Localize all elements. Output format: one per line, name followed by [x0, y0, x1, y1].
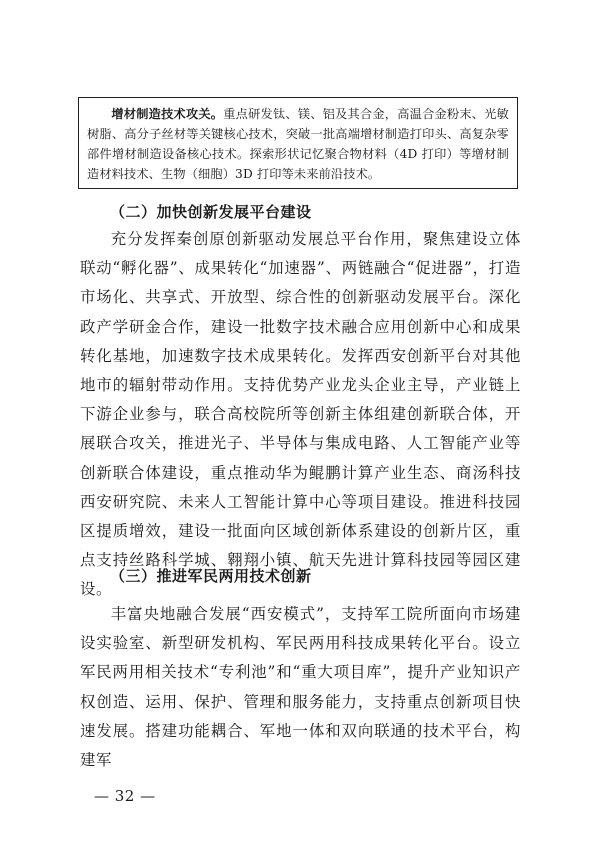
- highlight-box-body: 重点研发钛、镁、铝及其合金，高温合金粉末、光敏树脂、高分子丝材等关键核心技术，突破一批高端增材制造打印头、高复杂零部件增材制造设备核心技术。探索形状记忆聚合物材料（4D 打印）等增材制造材料技术、生物（细胞）3D 打印等未来前沿技术。: [87, 107, 509, 181]
- page-number: — 32 —: [94, 787, 156, 805]
- highlight-box-title: 增材制造技术攻关。: [111, 107, 224, 121]
- section-paragraph-2: 充分发挥秦创原创新驱动发展总平台作用，聚焦建设立体联动“孵化器”、成果转化“加速器”、两链融合“促进器”，打造市场化、共享式、开放型、综合性的创新驱动发展平台。深化政产学研金合作，建设一批数字技术融合应用创新中心和成果转化基地，加速数字技术成果转化。发挥西安创新平台对其他地市的辐射带动作用。支持优势产业龙头企业主导，产业链上下游企业参与，联合高校院所等创新主体组建创新联合体，开展联合攻关，推进光子、半导体与集成电路、人工智能产业等创新联合体建设，重点推动华为鲲鹏计算产业生态、商汤科技西安研究院、未来人工智能计算中心等项目建设。推进科技园区提质增效，建设一批面向区域创新体系建设的创新片区，重点支持丝路科学城、翱翔小镇、航天先进计算科技园等园区建设。: [80, 230, 521, 599]
- section-heading-2: （二）加快创新发展平台建设: [110, 203, 312, 221]
- section-paragraph-3: 丰富央地融合发展“西安模式”，支持军工院所面向市场建设实验室、新型研发机构、军民两用科技成果转化平台。设立军民两用相关技术“专利池”和“重大项目库”，提升产业知识产权创造、运用、保护、管理和服务能力，支持重点创新项目快速发展。搭建功能耦合、军地一体和双向联通的技术平台，构建军: [80, 605, 521, 770]
- section-heading-3: （三）推进军民两用技术创新: [110, 567, 312, 585]
- highlight-box: [78, 97, 518, 189]
